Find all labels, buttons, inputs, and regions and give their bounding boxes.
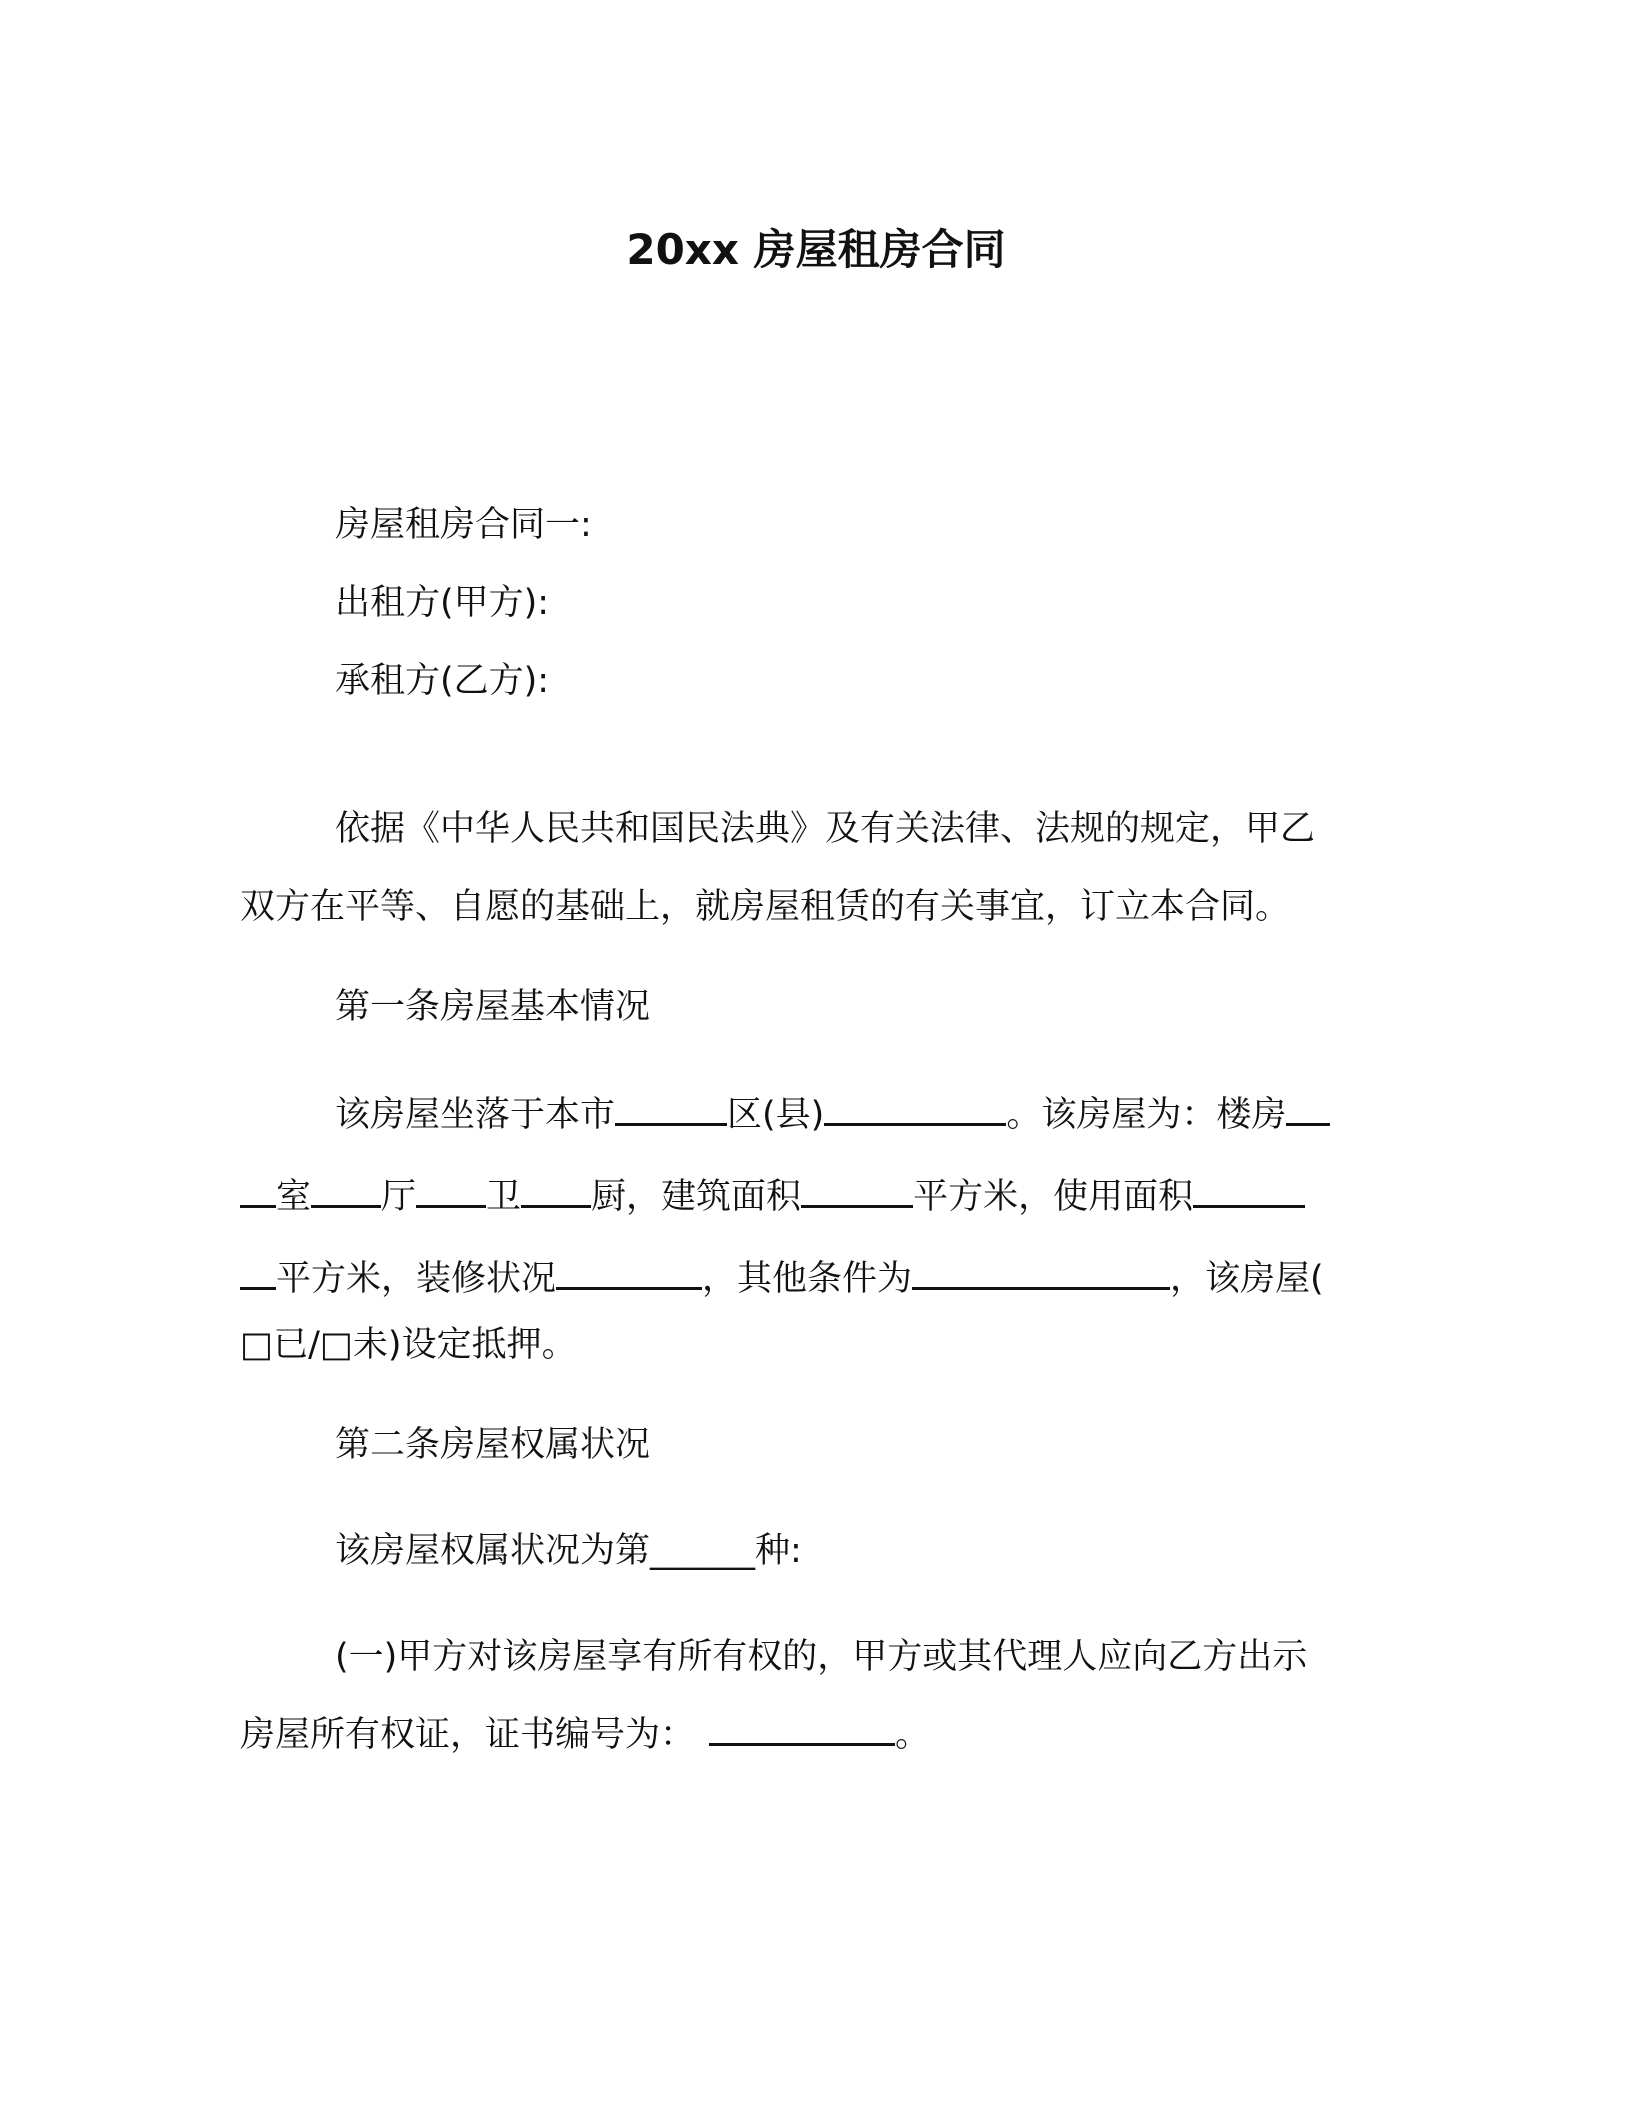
bath-count-blank[interactable]: [416, 1173, 486, 1208]
decoration-blank[interactable]: [556, 1255, 702, 1290]
usable-area-label: 平方米，使用面积: [913, 1177, 1194, 1217]
other-conditions-blank[interactable]: [912, 1255, 1170, 1290]
lessor-label: [240, 564, 1370, 642]
building-type-blank[interactable]: [1286, 1091, 1330, 1126]
clause1-line-2: [240, 1696, 1370, 1774]
certificate-number-blank[interactable]: [709, 1711, 895, 1746]
clause1-line-1: (一)甲方对该房屋享有所有权的，甲方或其代理人应向乙方出示: [335, 1637, 1308, 1677]
kitchen-count-blank[interactable]: [521, 1173, 591, 1208]
lessor-label-text: 出租方(甲方):: [335, 583, 550, 623]
other-conditions-label: ，其他条件为: [702, 1259, 913, 1299]
document-title: 20xx 房屋租房合同: [626, 225, 1006, 274]
building-type-label: 。该房屋为：楼房: [1006, 1095, 1287, 1135]
certificate-end-mark: 。: [895, 1715, 931, 1755]
article1-line-1: [240, 1076, 1370, 1154]
article1-paragraph: [240, 1076, 1370, 1384]
article1-heading: [240, 968, 1370, 1046]
preamble-line-2: 双方在平等、自愿的基础上，就房屋租赁的有关事宜，订立本合同。: [240, 887, 1291, 927]
mortgage-label: ，该房屋(: [1170, 1259, 1324, 1299]
clause1-paragraph: [240, 1618, 1370, 1774]
article2-ownership: [240, 1512, 1370, 1590]
article2-heading: [240, 1406, 1370, 1484]
preamble-line-1: 依据《中华人民共和国民法典》及有关法律、法规的规定，甲乙: [335, 809, 1316, 849]
article1-heading-text: 第一条房屋基本情况: [335, 987, 651, 1027]
hall-count-blank[interactable]: [311, 1173, 381, 1208]
section-heading-text: 房屋租房合同一:: [335, 505, 592, 545]
district-label: 区(县): [727, 1095, 825, 1135]
room-label: 室: [276, 1177, 312, 1217]
article2-heading-text: 第二条房屋权属状况: [335, 1425, 651, 1465]
room-count-blank[interactable]: [240, 1173, 276, 1208]
lessee-label-text: 承租方(乙方):: [335, 661, 550, 701]
ownership-type-text: 该房屋权属状况为第______种:: [335, 1531, 802, 1571]
certificate-number-label: 房屋所有权证，证书编号为：: [240, 1715, 696, 1755]
location-city-text: 该房屋坐落于本市: [335, 1095, 616, 1135]
bath-label: 卫: [486, 1177, 522, 1217]
section-heading: [240, 486, 1370, 564]
usable-area-blank-cont[interactable]: [240, 1255, 276, 1290]
lessee-label: [240, 642, 1370, 720]
address-blank[interactable]: [824, 1091, 1006, 1126]
preamble-paragraph: [240, 790, 1370, 946]
usable-area-blank[interactable]: [1193, 1173, 1305, 1208]
hall-label: 厅: [381, 1177, 417, 1217]
mortgage-checkbox-line: □已/□未)设定抵押。: [240, 1325, 577, 1365]
district-blank[interactable]: [615, 1091, 727, 1126]
building-area-label: 厨，建筑面积: [591, 1177, 802, 1217]
article1-line-2: [240, 1158, 1370, 1236]
decoration-label: 平方米，装修状况: [276, 1259, 557, 1299]
building-area-blank[interactable]: [801, 1173, 913, 1208]
